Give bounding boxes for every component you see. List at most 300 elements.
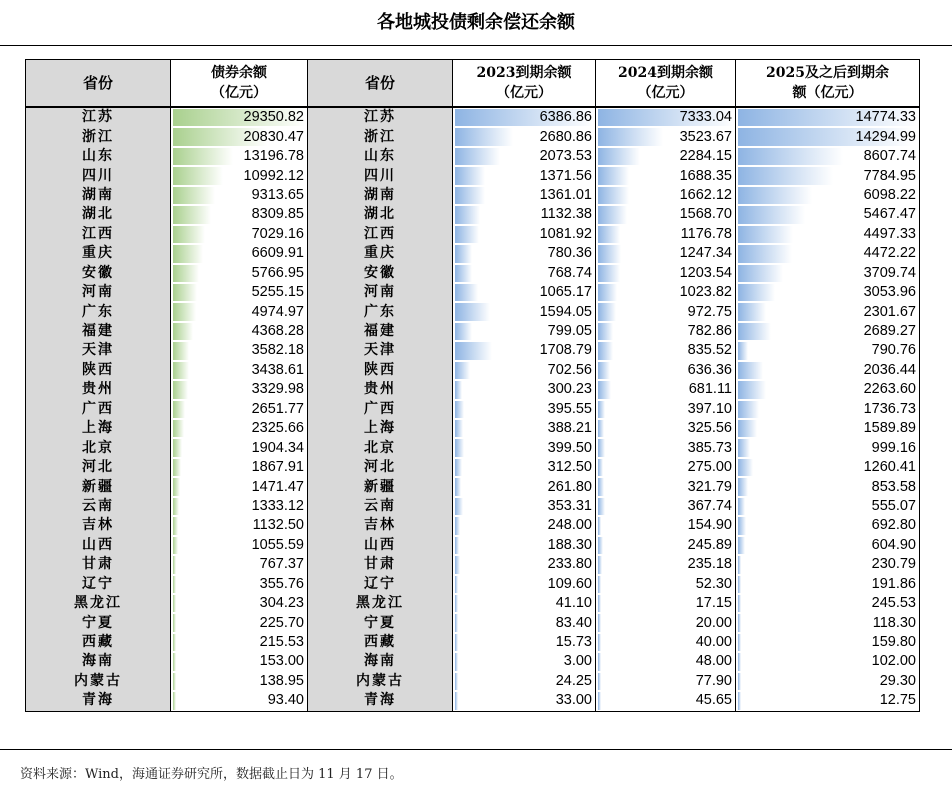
- bond-balance-cell-value: 13196.78: [243, 148, 304, 165]
- province-cell: 新疆: [26, 477, 171, 496]
- due-2024-cell: [596, 361, 736, 380]
- bond-balance-cell-value: 215.53: [259, 634, 304, 651]
- due-2025-cell-value: 12.75: [879, 692, 916, 709]
- table-row: [26, 575, 920, 594]
- due-2023-cell: [453, 613, 596, 632]
- table-row: [26, 283, 920, 302]
- bond-balance-cell-value: 20830.47: [243, 128, 304, 145]
- due-2023-cell-value: 2680.86: [539, 128, 592, 145]
- due-2024-cell: [596, 516, 736, 535]
- due-2023-cell: [453, 107, 596, 127]
- bond-balance-cell-bar: [173, 148, 233, 165]
- due-2024-cell-value: 385.73: [687, 439, 732, 456]
- due-2024-cell-bar: [598, 303, 616, 320]
- province-cell: 贵州: [26, 380, 171, 399]
- due-2025-cell-value: 1260.41: [863, 459, 916, 476]
- due-2023-cell-value: 33.00: [555, 692, 592, 709]
- due-2025-cell: [736, 107, 920, 127]
- table-row: [26, 536, 920, 555]
- due-2023-cell: [453, 536, 596, 555]
- due-2025-cell-bar: [738, 653, 741, 670]
- due-2024-cell-bar: [598, 576, 601, 593]
- due-2023-cell-value: 188.30: [547, 536, 592, 553]
- due-2025-cell-value: 555.07: [871, 497, 916, 514]
- due-2025-cell-bar: [738, 537, 745, 554]
- bond-balance-cell: [171, 322, 308, 341]
- due-2023-cell-value: 83.40: [555, 614, 592, 631]
- due-2025-cell-bar: [738, 187, 812, 204]
- due-2023-cell-value: 395.55: [547, 400, 592, 417]
- due-2023-cell-value: 1081.92: [539, 225, 592, 242]
- table-row: [26, 225, 920, 244]
- due-2024-cell: [596, 225, 736, 244]
- bond-balance-cell-value: 225.70: [259, 614, 304, 631]
- bond-balance-cell-value: 767.37: [259, 556, 304, 573]
- bond-balance-cell-value: 153.00: [259, 653, 304, 670]
- due-2023-cell: [453, 361, 596, 380]
- due-2024-cell-value: 245.89: [687, 536, 732, 553]
- province-cell-2: 江苏: [308, 107, 453, 127]
- due-2024-cell-value: 325.56: [687, 420, 732, 437]
- province-cell-2: 北京: [308, 438, 453, 457]
- province-cell-2: 天津: [308, 341, 453, 360]
- due-2023-cell: [453, 575, 596, 594]
- due-2025-cell-value: 14774.33: [855, 109, 916, 126]
- due-2024-cell-value: 7333.04: [679, 109, 732, 126]
- due-2025-cell: [736, 691, 920, 711]
- due-2024-cell: [596, 322, 736, 341]
- due-2024-cell-bar: [598, 381, 611, 398]
- due-2023-cell-bar: [455, 614, 458, 631]
- province-cell-2: 福建: [308, 322, 453, 341]
- due-2024-cell-value: 1176.78: [680, 225, 732, 242]
- due-2025-cell-value: 4472.22: [863, 245, 916, 262]
- due-2025-cell-value: 2301.67: [863, 303, 916, 320]
- bond-balance-cell: [171, 536, 308, 555]
- due-2024-cell-bar: [598, 342, 613, 359]
- due-2024-cell-value: 397.10: [687, 400, 732, 417]
- header-row: [26, 60, 920, 108]
- header-bond-balance-line2: （亿元）: [211, 85, 267, 101]
- due-2024-cell: [596, 400, 736, 419]
- due-2025-cell-value: 604.90: [871, 536, 916, 553]
- province-cell: 重庆: [26, 244, 171, 263]
- due-2023-cell-value: 1132.38: [540, 206, 592, 223]
- due-2023-cell-bar: [455, 634, 458, 651]
- table-row: [26, 341, 920, 360]
- bond-balance-cell-value: 4974.97: [251, 303, 304, 320]
- due-2023-cell-bar: [455, 653, 458, 670]
- bond-balance-cell-value: 1055.59: [251, 536, 304, 553]
- due-2023-cell-value: 780.36: [547, 245, 592, 262]
- table-row: [26, 458, 920, 477]
- due-2025-cell: [736, 458, 920, 477]
- due-2025-cell-bar: [738, 226, 793, 243]
- bond-balance-cell-bar: [173, 303, 196, 320]
- due-2024-cell-bar: [598, 187, 629, 204]
- due-2024-cell-bar: [598, 167, 629, 184]
- province-cell: 安徽: [26, 264, 171, 283]
- bond-balance-cell-value: 2325.66: [251, 420, 304, 437]
- bond-balance-cell: [171, 594, 308, 613]
- due-2023-cell: [453, 127, 596, 146]
- due-2024-cell-value: 782.86: [687, 323, 732, 340]
- bond-balance-cell: [171, 225, 308, 244]
- province-cell-2: 安徽: [308, 264, 453, 283]
- bond-balance-cell: [171, 575, 308, 594]
- table-row: [26, 380, 920, 399]
- header-due-2023-line1: 2023到期余额: [476, 65, 572, 81]
- table-row: [26, 166, 920, 185]
- province-cell: 北京: [26, 438, 171, 457]
- due-2025-cell-value: 2689.27: [863, 323, 916, 340]
- province-cell: 广西: [26, 400, 171, 419]
- due-2023-cell-value: 24.25: [555, 672, 592, 689]
- due-2023-cell-value: 1065.17: [539, 284, 592, 301]
- due-2024-cell-bar: [598, 401, 605, 418]
- due-2025-cell: [736, 555, 920, 574]
- bond-balance-cell-bar: [173, 342, 189, 359]
- due-2023-cell-bar: [455, 167, 485, 184]
- header-due-2023: [453, 60, 596, 108]
- due-2024-cell-value: 636.36: [687, 361, 732, 378]
- due-2024-cell: [596, 575, 736, 594]
- due-2023-cell-value: 399.50: [547, 439, 592, 456]
- due-2025-cell-value: 5467.47: [863, 206, 916, 223]
- due-2023-cell-bar: [455, 401, 464, 418]
- due-2025-cell: [736, 438, 920, 457]
- province-cell-2: 云南: [308, 497, 453, 516]
- due-2025-cell-value: 4497.33: [863, 225, 916, 242]
- due-2024-cell: [596, 419, 736, 438]
- table-row: [26, 186, 920, 205]
- bond-balance-cell: [171, 205, 308, 224]
- province-cell: 内蒙古: [26, 672, 171, 691]
- bond-balance-cell: [171, 264, 308, 283]
- due-2025-cell-bar: [738, 265, 783, 282]
- due-2025-cell-bar: [738, 420, 757, 437]
- bond-balance-cell-bar: [173, 634, 176, 651]
- due-2024-cell-value: 20.00: [695, 614, 732, 631]
- table-row: [26, 477, 920, 496]
- province-cell: 海南: [26, 652, 171, 671]
- header-due-2023-line2: （亿元）: [496, 85, 552, 101]
- due-2024-cell-value: 1662.12: [679, 186, 732, 203]
- due-2025-cell-bar: [738, 381, 766, 398]
- bond-balance-cell-bar: [173, 439, 182, 456]
- province-cell: 西藏: [26, 633, 171, 652]
- due-2024-cell-bar: [598, 595, 601, 612]
- due-2025-cell-value: 159.80: [871, 634, 916, 651]
- due-2023-cell-value: 1594.05: [539, 303, 592, 320]
- due-2025-cell: [736, 147, 920, 166]
- bond-balance-cell-bar: [173, 459, 181, 476]
- due-2023-cell: [453, 205, 596, 224]
- table-row: [26, 205, 920, 224]
- province-cell-2: 江西: [308, 225, 453, 244]
- bond-balance-cell-value: 93.40: [267, 692, 304, 709]
- due-2025-cell-value: 692.80: [871, 517, 916, 534]
- province-cell-2: 内蒙古: [308, 672, 453, 691]
- due-2024-cell-bar: [598, 653, 601, 670]
- due-2025-cell-bar: [738, 556, 741, 573]
- due-2023-cell: [453, 633, 596, 652]
- bond-balance-cell-value: 3582.18: [251, 342, 304, 359]
- bond-balance-cell-bar: [173, 187, 215, 204]
- due-2024-cell: [596, 205, 736, 224]
- header-due-2024-line2: （亿元）: [637, 85, 694, 101]
- due-2024-cell: [596, 341, 736, 360]
- due-2023-cell-value: 353.31: [547, 497, 592, 514]
- bond-balance-cell-bar: [173, 206, 211, 223]
- bond-balance-cell-value: 8309.85: [251, 206, 304, 223]
- due-2025-cell-value: 3709.74: [863, 264, 916, 281]
- table-row: [26, 264, 920, 283]
- due-2024-cell-bar: [598, 206, 627, 223]
- bond-balance-cell: [171, 438, 308, 457]
- due-2024-cell: [596, 672, 736, 691]
- bond-balance-cell: [171, 147, 308, 166]
- due-2023-cell-bar: [455, 478, 461, 495]
- due-2024-cell-bar: [598, 517, 601, 534]
- due-2024-cell: [596, 302, 736, 321]
- due-2023-cell-bar: [455, 226, 479, 243]
- due-2023-cell-bar: [455, 595, 458, 612]
- due-2025-cell: [736, 400, 920, 419]
- province-cell: 江苏: [26, 107, 171, 127]
- due-2023-cell: [453, 302, 596, 321]
- due-2025-cell: [736, 633, 920, 652]
- due-2025-cell-value: 102.00: [871, 653, 916, 670]
- due-2024-cell-bar: [598, 673, 601, 690]
- province-cell-2: 贵州: [308, 380, 453, 399]
- due-2025-cell-value: 2263.60: [863, 381, 916, 398]
- table-row: [26, 302, 920, 321]
- due-2025-cell-bar: [738, 206, 805, 223]
- due-2024-cell-bar: [598, 265, 620, 282]
- bond-balance-cell-bar: [173, 478, 180, 495]
- due-2025-cell-bar: [738, 342, 748, 359]
- province-cell: 广东: [26, 302, 171, 321]
- table-row: [26, 594, 920, 613]
- due-2025-cell-bar: [738, 303, 766, 320]
- province-cell-2: 宁夏: [308, 613, 453, 632]
- due-2023-cell: [453, 497, 596, 516]
- province-cell: 吉林: [26, 516, 171, 535]
- bond-balance-cell: [171, 166, 308, 185]
- due-2023-cell-bar: [455, 537, 459, 554]
- table-row: [26, 244, 920, 263]
- due-2024-cell-value: 1688.35: [679, 167, 732, 184]
- due-2025-cell-bar: [738, 692, 741, 709]
- due-2025-cell-value: 118.30: [872, 614, 916, 631]
- due-2025-cell-bar: [738, 478, 748, 495]
- due-2025-cell-bar: [738, 323, 771, 340]
- due-2023-cell-bar: [455, 128, 513, 145]
- province-cell: 甘肃: [26, 555, 171, 574]
- due-2025-cell-bar: [738, 245, 792, 262]
- due-2024-cell-bar: [598, 634, 601, 651]
- province-cell: 辽宁: [26, 575, 171, 594]
- due-2025-cell: [736, 361, 920, 380]
- province-cell: 宁夏: [26, 613, 171, 632]
- due-2023-cell: [453, 438, 596, 457]
- due-2024-cell: [596, 186, 736, 205]
- due-2024-cell: [596, 477, 736, 496]
- due-2025-cell-value: 3053.96: [863, 284, 916, 301]
- due-2023-cell-bar: [455, 498, 463, 515]
- due-2025-cell-value: 7784.95: [863, 167, 916, 184]
- due-2024-cell-value: 1568.70: [679, 206, 732, 223]
- bond-balance-cell-value: 2651.77: [251, 400, 304, 417]
- province-cell: 河南: [26, 283, 171, 302]
- due-2023-cell-value: 109.60: [547, 575, 592, 592]
- due-2025-cell-bar: [738, 362, 763, 379]
- table-row: [26, 672, 920, 691]
- province-cell-2: 黑龙江: [308, 594, 453, 613]
- due-2024-cell: [596, 380, 736, 399]
- due-2024-cell: [596, 497, 736, 516]
- table-row: [26, 147, 920, 166]
- table-row: [26, 438, 920, 457]
- due-2025-cell: [736, 244, 920, 263]
- due-2025-cell-bar: [738, 167, 833, 184]
- due-2024-cell: [596, 147, 736, 166]
- due-2025-cell-bar: [738, 595, 741, 612]
- due-2025-cell-bar: [738, 673, 741, 690]
- header-bond-balance: [171, 60, 308, 108]
- due-2024-cell-value: 1203.54: [679, 264, 732, 281]
- header-due-2025-line2: 额（亿元）: [792, 85, 863, 101]
- province-cell-2: 吉林: [308, 516, 453, 535]
- due-2023-cell: [453, 283, 596, 302]
- bond-balance-cell: [171, 458, 308, 477]
- bond-balance-cell-bar: [173, 284, 197, 301]
- due-2023-cell: [453, 264, 596, 283]
- table-row: [26, 633, 920, 652]
- due-2023-cell-bar: [455, 381, 462, 398]
- due-2023-cell-value: 1708.79: [539, 342, 592, 359]
- due-2024-cell-value: 275.00: [687, 459, 732, 476]
- table-row: [26, 613, 920, 632]
- bond-balance-cell: [171, 283, 308, 302]
- due-2023-cell-value: 388.21: [547, 420, 592, 437]
- due-2024-cell-bar: [598, 362, 610, 379]
- due-2023-cell: [453, 691, 596, 711]
- due-2024-cell-value: 972.75: [687, 303, 732, 320]
- due-2025-cell-value: 853.58: [871, 478, 916, 495]
- due-2025-cell-value: 1736.73: [863, 400, 916, 417]
- due-2024-cell: [596, 244, 736, 263]
- due-2025-cell-bar: [738, 284, 775, 301]
- due-2025-cell-bar: [738, 517, 746, 534]
- bond-balance-cell: [171, 497, 308, 516]
- bond-balance-cell-bar: [173, 537, 178, 554]
- bond-balance-cell-bar: [173, 653, 176, 670]
- due-2025-cell: [736, 205, 920, 224]
- due-2025-cell: [736, 341, 920, 360]
- bond-balance-cell-value: 3438.61: [251, 361, 304, 378]
- bond-balance-cell: [171, 361, 308, 380]
- source-note: 资料来源：Wind，海通证券研究所，数据截止日为 11 月 17 日。: [20, 767, 403, 782]
- due-2023-cell-value: 248.00: [547, 517, 592, 534]
- province-cell: 四川: [26, 166, 171, 185]
- bond-balance-cell: [171, 516, 308, 535]
- table-row: [26, 497, 920, 516]
- due-2024-cell: [596, 107, 736, 127]
- province-cell: 陕西: [26, 361, 171, 380]
- due-2025-cell: [736, 166, 920, 185]
- due-2023-cell-value: 6386.86: [539, 109, 592, 126]
- due-2024-cell-bar: [598, 284, 617, 301]
- due-2024-cell: [596, 594, 736, 613]
- province-cell-2: 海南: [308, 652, 453, 671]
- due-2024-cell: [596, 633, 736, 652]
- due-2024-cell-value: 52.30: [695, 575, 732, 592]
- province-cell-2: 山西: [308, 536, 453, 555]
- due-2024-cell: [596, 127, 736, 146]
- province-cell: 浙江: [26, 127, 171, 146]
- province-cell-2: 广西: [308, 400, 453, 419]
- table-row: [26, 691, 920, 711]
- bond-balance-cell-value: 9313.65: [251, 186, 304, 203]
- due-2024-cell-bar: [598, 692, 601, 709]
- due-2024-cell-value: 77.90: [695, 672, 732, 689]
- bond-balance-cell-value: 4368.28: [251, 323, 304, 340]
- due-2024-cell-bar: [598, 128, 663, 145]
- bond-balance-cell-bar: [173, 692, 176, 709]
- bond-balance-cell-bar: [173, 226, 205, 243]
- due-2023-cell-bar: [455, 323, 472, 340]
- due-2025-cell-value: 245.53: [871, 595, 916, 612]
- due-2025-cell: [736, 536, 920, 555]
- bond-balance-cell: [171, 302, 308, 321]
- province-cell: 湖北: [26, 205, 171, 224]
- due-2023-cell: [453, 672, 596, 691]
- due-2023-cell-value: 2073.53: [539, 148, 592, 165]
- due-2023-cell: [453, 419, 596, 438]
- due-2024-cell: [596, 555, 736, 574]
- province-cell: 云南: [26, 497, 171, 516]
- due-2025-cell: [736, 672, 920, 691]
- due-2023-cell-value: 15.73: [555, 634, 592, 651]
- due-2023-cell: [453, 555, 596, 574]
- due-2025-cell: [736, 516, 920, 535]
- bond-balance-cell: [171, 613, 308, 632]
- bond-balance-cell-value: 29350.82: [243, 109, 304, 126]
- due-2025-cell-bar: [738, 498, 745, 515]
- bond-balance-cell-value: 3329.98: [251, 381, 304, 398]
- due-2024-cell-value: 154.90: [687, 517, 732, 534]
- bond-balance-cell: [171, 633, 308, 652]
- page-title: 各地城投债剩余偿还余额: [377, 12, 575, 33]
- due-2025-cell-bar: [738, 634, 741, 651]
- province-cell-2: 辽宁: [308, 575, 453, 594]
- table-row: [26, 322, 920, 341]
- bond-balance-cell-bar: [173, 673, 176, 690]
- bond-balance-cell: [171, 380, 308, 399]
- due-2025-cell-value: 6098.22: [863, 186, 916, 203]
- due-2023-cell: [453, 147, 596, 166]
- due-2024-cell-value: 45.65: [695, 692, 732, 709]
- province-cell-2: 甘肃: [308, 555, 453, 574]
- due-2025-cell-value: 999.16: [871, 439, 916, 456]
- bond-balance-cell-bar: [173, 401, 185, 418]
- due-2023-cell-bar: [455, 673, 458, 690]
- due-2023-cell-bar: [455, 303, 490, 320]
- due-2024-cell-value: 835.52: [687, 342, 732, 359]
- province-cell-2: 上海: [308, 419, 453, 438]
